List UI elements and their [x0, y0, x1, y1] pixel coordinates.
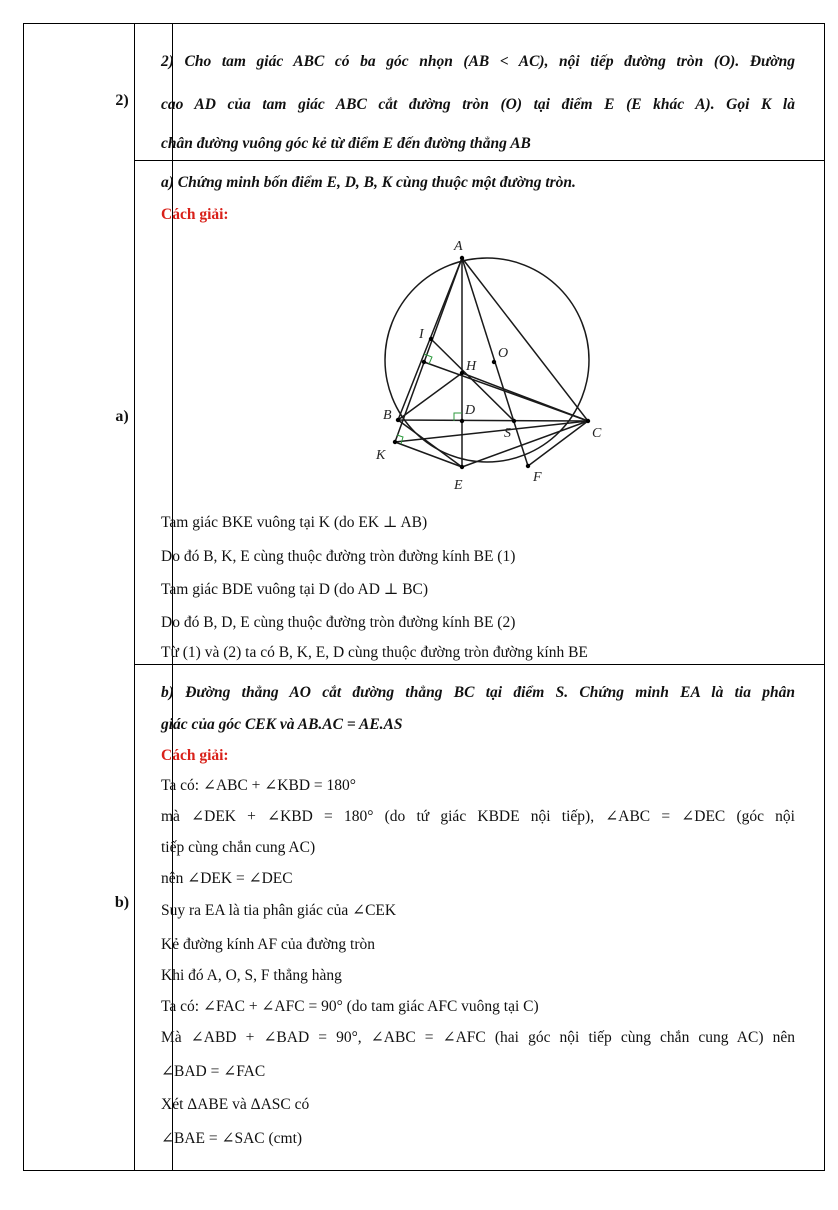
- point-k: [393, 440, 397, 444]
- part-b-line-2: mà ∠DEK + ∠KBD = 180° (do tứ giác KBDE nội tiếp), ∠ABC = ∠DEC (góc nội: [161, 808, 795, 825]
- point-f: [526, 464, 530, 468]
- label-k: K: [376, 448, 386, 463]
- problem-line-2: cao AD của tam giác ABC cắt đường tròn (O) tại điểm E (E khác A). Gọi K là: [161, 96, 795, 113]
- part-b-line-8: Ta có: ∠FAC + ∠AFC = 90° (do tam giác AFC vuông tại C): [161, 998, 539, 1015]
- point-b: [396, 418, 400, 422]
- point-a: [460, 256, 464, 260]
- part-b-line-11: Xét ΔABE và ΔASC có: [161, 1096, 310, 1113]
- line-ke: [395, 442, 462, 467]
- label-s: S: [504, 426, 511, 441]
- row-number-part-b: b): [114, 894, 130, 911]
- part-b-line-1: Ta có: ∠ABC + ∠KBD = 180°: [161, 777, 356, 794]
- problem-line-1: 2) Cho tam giác ABC có ba góc nhọn (AB < AC), nội tiếp đường tròn (O). Đường: [161, 53, 795, 70]
- point-c: [586, 419, 590, 423]
- label-d: D: [465, 403, 476, 418]
- part-a-line-4: Do đó B, D, E cùng thuộc đường tròn đường kính BE (2): [161, 614, 516, 631]
- part-b-line-12: ∠BAE = ∠SAC (cmt): [161, 1130, 303, 1147]
- label-h: H: [466, 359, 477, 374]
- label-a: A: [454, 239, 463, 254]
- label-c: C: [592, 426, 602, 441]
- part-b-line-9: Mà ∠ABD + ∠BAD = 90°, ∠ABC = ∠AFC (hai góc nội tiếp cùng chắn cung AC) nên: [161, 1029, 795, 1046]
- point-d: [460, 419, 464, 423]
- part-b-solution-label: Cách giải:: [161, 747, 229, 764]
- point-i: [429, 337, 433, 341]
- label-f: F: [533, 470, 542, 485]
- point-e: [460, 465, 464, 469]
- part-b-line-3: tiếp cùng chắn cung AC): [161, 839, 316, 856]
- part-a-solution-label: Cách giải:: [161, 206, 229, 223]
- part-b-line-4: nên ∠DEK = ∠DEC: [161, 870, 293, 887]
- part-a-line-1: Tam giác BKE vuông tại K (do EK ⊥ AB): [161, 514, 428, 531]
- part-b-line-10: ∠BAD = ∠FAC: [161, 1063, 266, 1080]
- row-number-problem: 2): [115, 92, 129, 109]
- part-b-line-5: Suy ra EA là tia phân giác của ∠CEK: [161, 902, 397, 919]
- part-a-line-3: Tam giác BDE vuông tại D (do AD ⊥ BC): [161, 581, 429, 598]
- row-number-part-a: a): [115, 408, 129, 425]
- label-i: I: [419, 327, 424, 342]
- line-cf: [528, 421, 588, 466]
- line-be: [398, 420, 462, 467]
- part-b-line-7: Khi đó A, O, S, F thẳng hàng: [161, 967, 342, 984]
- part-a-question: a) Chứng minh bốn điểm E, D, B, K cùng thuộc một đường tròn.: [161, 174, 576, 191]
- label-e: E: [454, 478, 463, 493]
- part-b-question-line-2: giác của góc CEK và AB.AC = AE.AS: [161, 716, 403, 733]
- problem-line-3: chân đường vuông góc kẻ từ điểm E đến đường thẳng AB: [161, 135, 531, 152]
- part-a-line-2: Do đó B, K, E cùng thuộc đường tròn đường kính BE (1): [161, 548, 516, 565]
- point-o: [492, 360, 496, 364]
- part-b-question-line-1: b) Đường thẳng AO cắt đường thẳng BC tại điểm S. Chứng minh EA là tia phân: [161, 684, 795, 701]
- label-b: B: [383, 408, 392, 423]
- triangle-abc: [398, 258, 588, 421]
- label-o: O: [498, 346, 509, 361]
- point-s: [512, 419, 516, 423]
- point-h: [460, 371, 464, 375]
- part-a-line-5: Từ (1) và (2) ta có B, K, E, D cùng thuộc đường tròn đường kính BE: [161, 644, 588, 661]
- part-b-line-6: Kẻ đường kính AF của đường tròn: [161, 936, 376, 953]
- point-i-foot: [422, 360, 426, 364]
